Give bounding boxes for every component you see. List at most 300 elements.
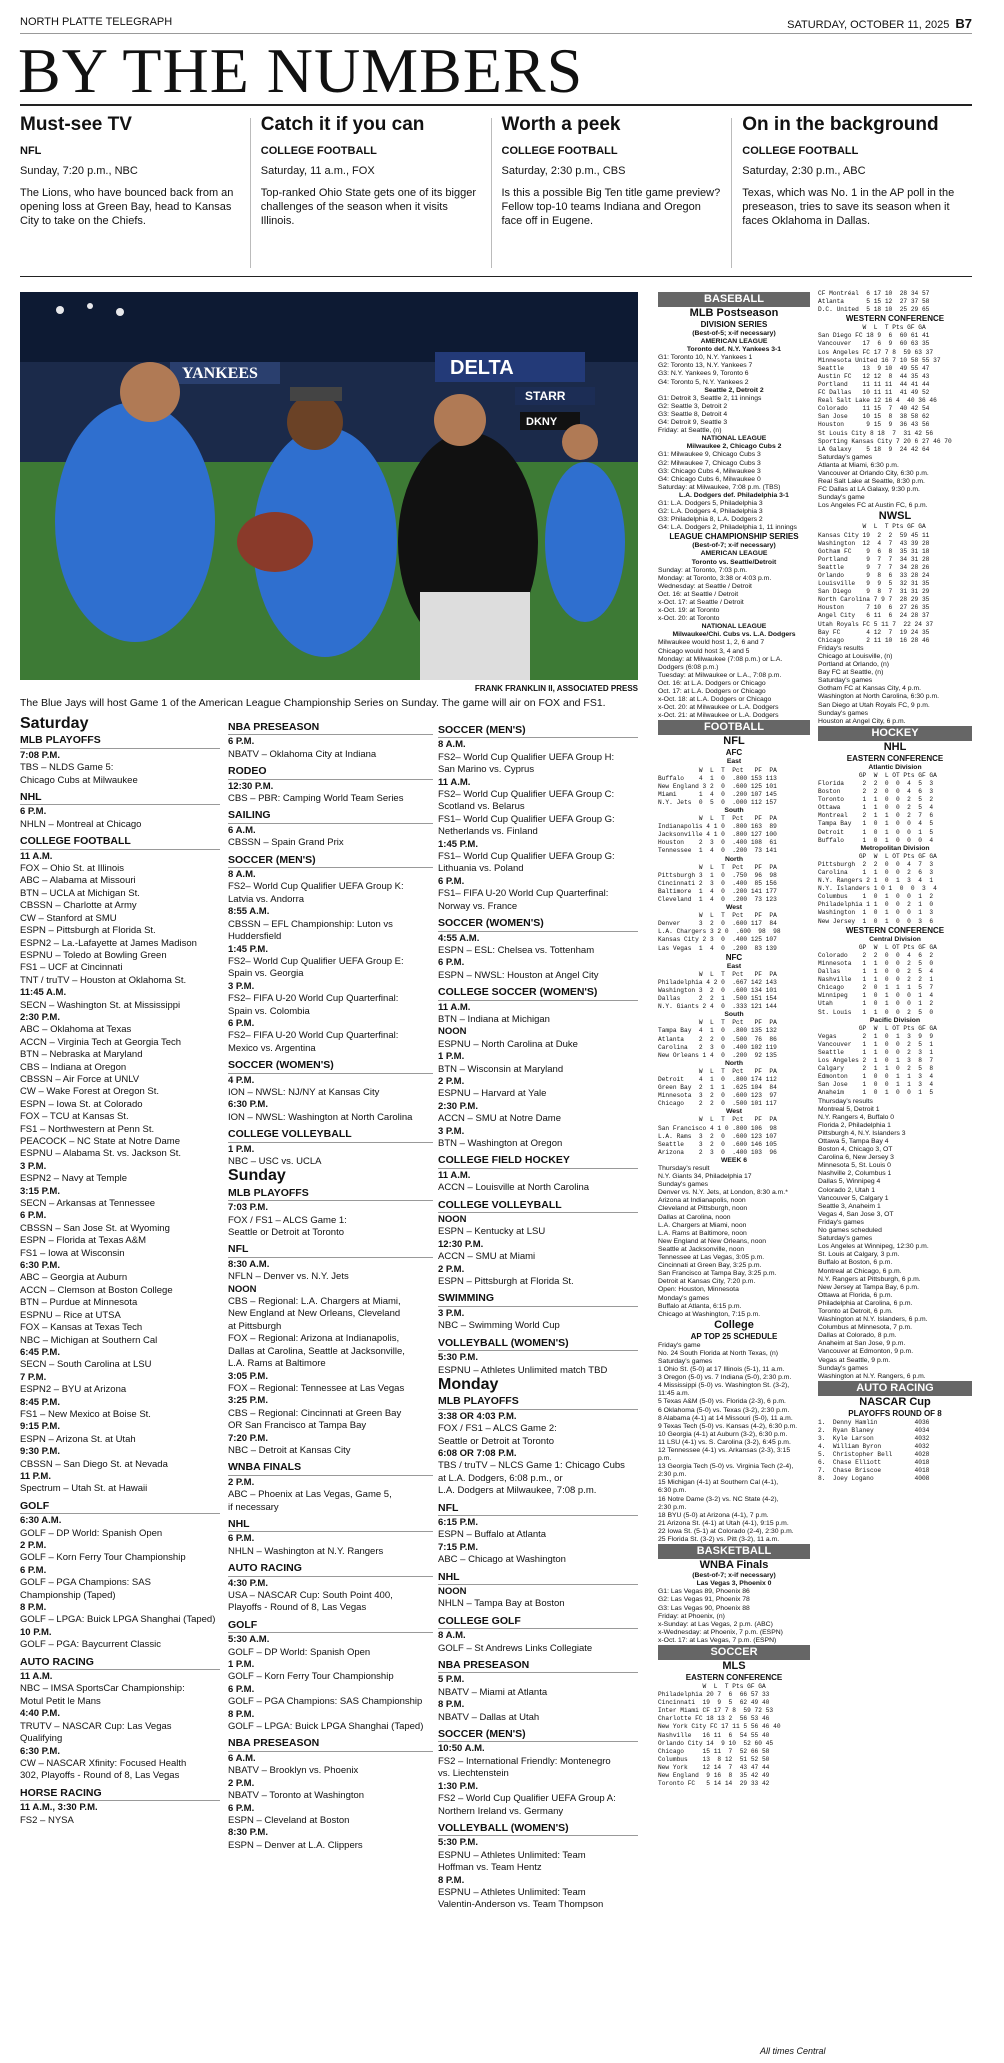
listing-line: FOX – Kansas at Texas Tech	[20, 1322, 143, 1334]
listing-line: at L.A. Dodgers, 6:08 p.m., or	[438, 1472, 563, 1484]
air-time: 1 P.M.	[228, 1659, 255, 1671]
listing-line: ABC – Alabama at Missouri	[20, 875, 136, 887]
air-time: 6:30 P.M.	[20, 1745, 60, 1757]
standings-row: Columbus 13 8 12 51 52 50	[658, 1755, 770, 1763]
air-time: 6:30 P.M.	[228, 1099, 268, 1111]
listing-line: ESPN – Arizona St. at Utah	[20, 1433, 136, 1445]
agate-line: G3: Philadelphia 8, L.A. Dodgers 2	[658, 516, 763, 524]
listing-line: FS2– World Cup Qualifier UEFA Group H:	[438, 751, 615, 763]
subheading: AFC	[725, 748, 743, 758]
air-time: 11 A.M.	[438, 1001, 471, 1013]
listing-line: BTN – Nebraska at Maryland	[20, 1049, 143, 1061]
promo-section: NFL	[20, 145, 42, 157]
listing-line: Qualifying	[20, 1733, 63, 1745]
promo-text: Top-ranked Ohio State gets one of its bigger challenges of the season when it visits Illinois.	[260, 187, 476, 227]
centered-label: Milwaukee 2, Chicago Cubs 2	[686, 443, 782, 451]
air-time: 3:25 P.M.	[228, 1395, 268, 1407]
listing-line: ESPN – Cleveland at Boston	[228, 1814, 350, 1826]
sport-category: WNBA FINALS	[228, 1461, 433, 1475]
listing-line: ESPNU – Athletes Unlimited: Team	[438, 1849, 586, 1861]
standings-row: St. Louis 1 1 0 0 2 5 0	[818, 1008, 934, 1016]
listing-line: GOLF – Korn Ferry Tour Championship	[228, 1671, 394, 1683]
section-bar: HOCKEY	[818, 726, 972, 741]
standings-row: Calgary 2 1 1 0 2 5 8	[818, 1065, 934, 1073]
subheading: WESTERN CONFERENCE	[845, 925, 945, 935]
standings-row: Toronto FC 5 14 14 29 33 42	[658, 1780, 770, 1788]
agate-line: Dallas at Colorado, 8 p.m.	[818, 1332, 897, 1340]
air-time: 7:03 P.M.	[228, 1202, 268, 1214]
standings-row: Portland 11 11 11 44 41 44	[818, 380, 930, 388]
agate-line: Saturday's games	[818, 453, 873, 461]
agate-line: Thursday's result	[658, 1165, 710, 1172]
sport-category: SOCCER (MEN'S)	[438, 1728, 638, 1742]
listing-line: ESPN – Iowa St. at Colorado	[20, 1098, 143, 1110]
listing-line: Valentin-Anderson vs. Team Thompson	[438, 1899, 604, 1911]
air-time: 6 P.M.	[228, 1017, 255, 1029]
sport-category: AUTO RACING	[228, 1562, 433, 1576]
standings-row: Colorado 2 2 0 0 4 6 2	[818, 951, 934, 959]
listing-line: FS1– World Cup Qualifier UEFA Group G:	[438, 851, 615, 863]
agate-line: Atlanta at Miami, 6:30 p.m.	[818, 461, 899, 469]
standings-row: Houston 2 3 0 .400 108 61	[658, 839, 777, 847]
air-time: 7:20 P.M.	[228, 1432, 268, 1444]
agate-line: Real Salt Lake at Seattle, 8:30 p.m.	[818, 478, 925, 486]
air-time: 8 P.M.	[20, 1602, 47, 1614]
air-time: 2:30 P.M.	[438, 1100, 478, 1112]
air-time: 11 A.M., 3:30 P.M.	[20, 1802, 98, 1814]
listing-line: at Pittsburgh	[228, 1320, 282, 1332]
air-time: NOON	[438, 1026, 467, 1038]
standings-row: Orlando City 14 9 10 52 60 45	[658, 1739, 774, 1747]
sport-category: VOLLEYBALL (WOMEN'S)	[438, 1337, 638, 1351]
listing-line: New England at New Orleans, Cleveland	[228, 1308, 401, 1320]
promo-1	[20, 114, 250, 268]
agate-line: Sunday's game	[818, 494, 865, 502]
agate-line: G1: Toronto 10, N.Y. Yankees 1	[658, 354, 753, 362]
standings-row: N.Y. Rangers 2 1 0 1 3 4 1	[818, 877, 934, 885]
agate-line: Vancouver at Edmonton, 9 p.m.	[818, 1348, 914, 1356]
standings-row: Dallas 1 1 0 0 2 5 4	[818, 968, 934, 976]
air-time: 6 P.M.	[228, 1533, 255, 1545]
masthead	[20, 12, 972, 34]
promo-2	[250, 114, 491, 268]
standings-row: Real Salt Lake 12 16 4 40 36 46	[818, 397, 937, 405]
standings-row: W L T Pts GF GA	[818, 523, 926, 531]
standings-row: Seattle 9 7 7 34 28 26	[818, 563, 930, 571]
listing-line: ION – NWSL: NJ/NY at Kansas City	[228, 1086, 380, 1098]
agate-line: G4: Chicago Cubs 6, Milwaukee 0	[658, 475, 761, 483]
agate-line: Monday: at Milwaukee (7:08 p.m.) or L.A.	[658, 655, 783, 663]
listing-line: FOX – TCU at Kansas St.	[20, 1111, 129, 1123]
listing-line: Motul Petit le Mans	[20, 1695, 101, 1707]
agate-column-2	[818, 290, 972, 1484]
listing-line: ESPN2 – La.-Lafayette at James Madison	[20, 937, 197, 949]
air-time: 3:38 OR 4:03 P.M.	[438, 1410, 517, 1422]
air-time: 8 P.M.	[438, 1699, 465, 1711]
photo-caption: The Blue Jays will host Game 1 of the American League Championship Series on Sunday. The game will air on FOX and FS1.	[20, 697, 606, 709]
subheading: WESTERN CONFERENCE	[845, 314, 945, 324]
agate-line: G2: Toronto 13, N.Y. Yankees 7	[658, 362, 753, 370]
agate-line: Saturday's games	[818, 1235, 873, 1243]
air-time: 9:30 P.M.	[20, 1446, 60, 1458]
standings-row: Ottawa 1 1 0 0 2 5 4	[818, 804, 934, 812]
agate-line: Dallas at Carolina, noon	[658, 1213, 731, 1221]
agate-line: Monday: at Toronto, 3:38 or 4:03 p.m.	[658, 574, 772, 582]
agate-line: G2: Las Vegas 91, Phoenix 78	[658, 1596, 750, 1604]
air-time: 7:08 P.M.	[20, 749, 60, 761]
standings-row: Houston 9 15 9 36 43 56	[818, 421, 930, 429]
listing-line: CBS – PBR: Camping World Team Series	[228, 793, 404, 805]
listing-line: NBATV – Brooklyn vs. Phoenix	[228, 1765, 359, 1777]
agate-line: Washington at N.Y. Islanders, 6 p.m.	[818, 1316, 928, 1324]
sport-category: SOCCER (MEN'S)	[438, 724, 638, 738]
agate-line: Washington at North Carolina, 6:30 p.m.	[818, 693, 940, 701]
standings-row: Miami 1 4 0 .200 107 145	[658, 790, 777, 798]
sport-category: COLLEGE GOLF	[438, 1615, 638, 1629]
listing-line: FOX – Ohio St. at Illinois	[20, 863, 125, 875]
listing-line: FS1 – New Mexico at Boise St.	[20, 1408, 151, 1420]
standings-row: Angel City 6 11 6 24 28 37	[818, 612, 930, 620]
sport-category: NBA PRESEASON	[438, 1659, 638, 1673]
listing-line: Mexico vs. Argentina	[228, 1042, 316, 1054]
air-time: 8 A.M.	[438, 739, 466, 751]
listing-line: GOLF – LPGA: Buick LPGA Shanghai (Taped)	[228, 1721, 424, 1733]
listing-line: ESPNU – North Carolina at Duke	[438, 1038, 578, 1050]
centered-label: NATIONAL LEAGUE	[701, 435, 767, 443]
standings-row: W L T Pct PF PA	[658, 1116, 777, 1124]
sport-category: COLLEGE VOLLEYBALL	[438, 1199, 638, 1213]
listing-line: FS2– World Cup Qualifier UEFA Group K:	[228, 881, 404, 893]
air-time: 8 A.M.	[228, 869, 256, 881]
sport-category: AUTO RACING	[20, 1656, 220, 1670]
standings-row: W L T Pct PF PA	[658, 766, 777, 774]
agate-line: Thursday's results	[818, 1097, 873, 1105]
air-time: 6:30 A.M.	[20, 1515, 62, 1527]
agate-line: Tennessee at Las Vegas, 3:05 p.m.	[658, 1254, 765, 1262]
promo-time: Saturday, 2:30 p.m., ABC	[742, 165, 866, 177]
agate-line: x-Sunday: at Las Vegas, 2 p.m. (ABC)	[658, 1620, 773, 1628]
standings-row: Seattle 1 1 0 0 2 3 1	[818, 1048, 934, 1056]
sport-category: HORSE RACING	[20, 1787, 220, 1801]
listing-line: CBSSN – San Diego St. at Nevada	[20, 1458, 168, 1470]
agate-line: Chicago would host 3, 4 and 5	[658, 647, 750, 655]
standings-row: Houston 7 10 6 27 26 35	[818, 604, 930, 612]
date-text: SATURDAY, OCTOBER 11, 2025	[787, 19, 950, 31]
standings-row: 1. Denny Hamlin 4036	[818, 1418, 930, 1426]
agate-line: G1: Milwaukee 9, Chicago Cubs 3	[658, 451, 761, 459]
agate-line: 6:30 p.m.	[658, 1487, 687, 1495]
agate-line: Tuesday: at Milwaukee or L.A., 7:08 p.m.	[658, 671, 782, 679]
air-time: 6 P.M.	[228, 1683, 255, 1695]
listing-line: ESPN – Denver at L.A. Clippers	[228, 1839, 363, 1851]
agate-line: Saturday: at Milwaukee, 7:08 p.m. (TBS)	[658, 483, 781, 491]
agate-line: Sunday: at Toronto, 7:03 p.m.	[658, 566, 748, 574]
agate-line: Gotham FC at Kansas City, 4 p.m.	[818, 685, 921, 693]
blue-jays-photo	[20, 292, 638, 680]
listing-line: BTN – UCLA at Michigan St.	[20, 887, 140, 899]
subheading: EASTERN CONFERENCE	[685, 1672, 783, 1682]
air-time: 11 A.M.	[20, 1671, 53, 1683]
air-time: 2 P.M.	[228, 1777, 255, 1789]
promo-text: Texas, which was No. 1 in the AP poll in the preseason, tries to save its season when it faces Oklahoma in Dallas.	[742, 187, 955, 227]
agate-line: 21 Arizona St. (4-1) at Utah (4-1), 9:15 p.m.	[658, 1519, 789, 1527]
agate-line: Vancouver 5, Calgary 1	[818, 1194, 889, 1202]
listing-line: ESPN – Kentucky at LSU	[438, 1226, 546, 1238]
air-time: 10 P.M.	[20, 1626, 52, 1638]
standings-row: Chicago 2 0 1 1 1 5 7	[818, 984, 934, 992]
listing-line: ESPN – Florida at Texas A&M	[20, 1235, 147, 1247]
agate-line: G2: Seattle 3, Detroit 2	[658, 402, 728, 410]
standings-row: Washington 1 0 1 0 0 1 3	[818, 909, 934, 917]
listing-line: GOLF – PGA Champions: SAS Championship	[228, 1696, 423, 1708]
centered-label: Milwaukee/Chi. Cubs vs. L.A. Dodgers	[672, 631, 796, 639]
standings-row: GP W L OT Pts GF GA	[818, 943, 937, 951]
subheading: LEAGUE CHAMPIONSHIP SERIES	[669, 532, 799, 542]
listing-line: FS2 – NYSA	[20, 1814, 74, 1826]
agate-line: Saturday's games	[818, 677, 873, 685]
agate-line: x-Oct. 18: at L.A. Dodgers or Chicago	[658, 696, 772, 704]
sport-category: NHL	[228, 1518, 433, 1532]
agate-line: G1: Detroit 3, Seattle 2, 11 innings	[658, 394, 762, 402]
standings-row: Minnesota United 16 7 10 58 55 37	[818, 356, 941, 364]
standings-row: 5. Christopher Bell 4028	[818, 1451, 930, 1459]
listing-line: ACCN – Virginia Tech at Georgia Tech	[20, 1036, 182, 1048]
air-time: 6 P.M.	[438, 875, 465, 887]
agate-line: 22 Iowa St. (5-1) at Colorado (2-4), 2:30 p.m.	[658, 1527, 794, 1535]
listing-line: FOX / FS1 – ALCS Game 1:	[228, 1214, 347, 1226]
agate-line: New Jersey at Tampa Bay, 6 p.m.	[818, 1283, 919, 1291]
agate-line: L.A. Chargers at Miami, noon	[658, 1221, 747, 1229]
agate-line: 10 Georgia (4-1) at Auburn (3-2), 6:30 p.m.	[658, 1430, 788, 1438]
standings-row: W L T Pct PF PA	[658, 912, 777, 920]
listing-line: Netherlands vs. Finland	[438, 826, 538, 838]
agate-line: FC Dallas at LA Galaxy, 9:30 p.m.	[818, 486, 920, 494]
celebration-illustration	[20, 292, 638, 680]
standings-row: N.Y. Giants 2 4 0 .333 121 144	[658, 1003, 777, 1011]
centered-label: Toronto vs. Seattle/Detroit	[691, 558, 777, 566]
listing-line: ESPNU – Rice at UTSA	[20, 1309, 121, 1321]
agate-line: Toronto at Detroit, 6 p.m.	[818, 1307, 893, 1315]
standings-row: Orlando 9 8 6 33 28 24	[818, 572, 930, 579]
air-time: 1:45 P.M.	[438, 838, 478, 850]
standings-row: Minnesota 1 1 0 0 2 5 0	[818, 959, 934, 967]
promo-title: On in the background	[742, 114, 939, 135]
air-time: 5:30 P.M.	[438, 1837, 478, 1849]
section-bar: SOCCER	[658, 1645, 810, 1660]
listing-line: NBATV – Oklahoma City at Indiana	[228, 748, 377, 760]
air-time: 12:30 P.M.	[228, 780, 274, 792]
agate-line: Oct. 17: at L.A. Dodgers or Chicago	[658, 688, 766, 696]
air-time: 4:40 P.M.	[20, 1708, 60, 1720]
standings-row: 4. William Byron 4032	[818, 1443, 930, 1451]
standings-row: Bay FC 4 12 7 19 24 35	[818, 628, 930, 636]
standings-row: Sporting Kansas City 7 20 6 27 46 70	[818, 437, 952, 445]
agate-line: Buffalo at Atlanta, 6:15 p.m.	[658, 1302, 742, 1310]
agate-line: Nashville 2, Columbus 1	[818, 1170, 892, 1178]
listing-line: CW – Wake Forest at Oregon St.	[20, 1086, 160, 1098]
listing-line: Spectrum – Utah St. at Hawaii	[20, 1483, 148, 1495]
air-time: 4 P.M.	[228, 1074, 255, 1086]
promo-3	[491, 114, 732, 268]
agate-line: Carolina 6, New Jersey 3	[818, 1154, 894, 1162]
listing-line: FS1– World Cup Qualifier UEFA Group G:	[438, 813, 615, 825]
air-time: 7:15 P.M.	[438, 1541, 478, 1553]
listing-line: ESPN – Pittsburgh at Florida St.	[438, 1276, 574, 1288]
sport-category: NFL	[438, 1502, 638, 1516]
listing-line: FOX / FS1 – ALCS Game 2:	[438, 1423, 557, 1435]
standings-row: Utah 1 0 1 0 0 1 2	[818, 1000, 934, 1008]
air-time: 8 P.M.	[438, 1874, 465, 1886]
listing-line: Scotland vs. Belarus	[438, 801, 525, 813]
listing-line: Seattle or Detroit at Toronto	[228, 1227, 344, 1239]
centered-label: East	[726, 962, 742, 970]
standings-row: Tampa Bay 1 0 1 0 0 4 5	[818, 820, 934, 828]
air-time: 9:15 P.M.	[20, 1421, 60, 1433]
listing-line: CBS – Regional: L.A. Chargers at Miami,	[228, 1296, 401, 1308]
air-time: 3 P.M.	[438, 1307, 465, 1319]
listing-line: GOLF – LPGA: Buick LPGA Shanghai (Taped)	[20, 1614, 216, 1626]
sport-category: MLB PLAYOFFS	[20, 734, 220, 748]
agate-line: St. Louis at Calgary, 3 p.m.	[818, 1251, 900, 1259]
standings-row: CF Montréal 6 17 10 28 34 57	[818, 290, 930, 297]
air-time: 5:30 P.M.	[438, 1352, 478, 1364]
standings-row: Toronto 1 1 0 0 2 5 2	[818, 796, 934, 804]
standings-row: Green Bay 2 1 1 .625 104 84	[658, 1084, 777, 1092]
agate-line: Los Angeles at Winnipeg, 12:30 p.m.	[818, 1243, 929, 1251]
air-time: 8 P.M.	[228, 1708, 255, 1720]
standings-row: Charlotte FC 18 13 2 56 53 46	[658, 1715, 770, 1723]
agate-line: Friday's games	[818, 1218, 864, 1226]
agate-line: 12 Tennessee (4-1) vs. Arkansas (2-3), 3:15	[658, 1447, 791, 1454]
agate-line: x-Oct. 20: at Milwaukee or L.A. Dodgers	[658, 704, 779, 712]
standings-row: Carolina 1 1 0 0 2 6 3	[818, 869, 934, 876]
agate-line: San Francisco at Tampa Bay, 3:25 p.m.	[658, 1270, 777, 1278]
standings-row: N.Y. Islanders 1 0 1 0 0 3 4	[818, 885, 937, 893]
standings-row: Portland 9 7 7 34 31 28	[818, 555, 930, 563]
starr-sign: STARR	[525, 389, 566, 403]
listing-line: NBATV – Toronto at Washington	[228, 1790, 365, 1802]
air-time: 6 P.M.	[20, 806, 47, 818]
agate-line: Sunday's games	[658, 1181, 709, 1189]
standings-row: GP W L OT Pts GF GA	[818, 1024, 937, 1032]
standings-row: Philadelphia 4 2 0 .667 142 143	[658, 978, 777, 986]
league-heading: NWSL	[878, 510, 912, 523]
league-heading: MLS	[722, 1659, 746, 1672]
agate-line: 16 Notre Dame (3-2) vs. NC State (4-2),	[658, 1495, 779, 1503]
centered-label: AMERICAN LEAGUE	[700, 338, 768, 346]
sport-category: MLB PLAYOFFS	[228, 1187, 433, 1201]
standings-row: New England 9 16 8 35 42 49	[658, 1772, 770, 1779]
centered-label: Atlantic Division	[868, 763, 922, 771]
tv-column-2	[228, 717, 433, 1852]
sport-category: COLLEGE VOLLEYBALL	[228, 1128, 433, 1142]
tv-column-1	[20, 716, 220, 1827]
standings-row: Minnesota 3 2 0 .600 123 97	[658, 1092, 777, 1100]
agate-line: Portland at Orlando, (n)	[818, 661, 890, 669]
standings-row: New Jersey 1 0 1 0 0 3 6	[818, 917, 934, 925]
listing-line: Huddersfield	[228, 931, 282, 943]
sport-category: NBA PRESEASON	[228, 1737, 433, 1751]
standings-row: Nashville 16 11 6 54 55 40	[658, 1731, 770, 1739]
standings-row: Carolina 2 3 0 .400 102 119	[658, 1043, 777, 1051]
listing-line: FS2– FIFA U-20 World Cup Quarterfinal:	[228, 993, 399, 1005]
standings-row: LA Galaxy 5 18 9 24 42 64	[818, 445, 930, 453]
centered-label: Las Vegas 3, Phoenix 0	[696, 1580, 772, 1588]
standings-row: New York City FC 17 11 5 56 46 40	[658, 1723, 781, 1731]
agate-line: Friday: at Seattle, (n)	[658, 427, 722, 435]
sport-category: NBA PRESEASON	[228, 721, 433, 735]
tv-column-3	[438, 720, 638, 1912]
listing-line: Seattle or Detroit at Toronto	[438, 1435, 554, 1447]
agate-line: Washington at N.Y. Rangers, 6 p.m.	[818, 1372, 926, 1380]
listing-line: BTN – Purdue at Minnesota	[20, 1297, 138, 1309]
standings-row: Cleveland 1 4 0 .200 73 123	[658, 896, 777, 903]
agate-line: Minnesota 5, St. Louis 0	[818, 1162, 891, 1170]
listing-line: CBSSN – San Jose St. at Wyoming	[20, 1222, 170, 1234]
agate-line: 15 Michigan (4-1) at Southern Cal (4-1),	[658, 1479, 779, 1487]
listing-line: GOLF – PGA: Baycurrent Classic	[20, 1639, 161, 1651]
agate-line: 2:30 p.m.	[658, 1503, 687, 1511]
listing-line: L.A. Rams at Baltimore	[228, 1358, 326, 1370]
standings-row: Austin FC 12 12 8 44 35 43	[818, 372, 930, 380]
listing-line: CW – Stanford at SMU	[20, 912, 117, 924]
standings-row: W L T Pct PF PA	[658, 815, 777, 823]
agate-line: 11 LSU (4-1) vs. S. Carolina (3-2), 6:45 p.m.	[658, 1438, 791, 1446]
sport-category: NHL	[20, 791, 220, 805]
air-time: 3 P.M.	[20, 1160, 47, 1172]
paper-name: NORTH PLATTE TELEGRAPH	[20, 16, 173, 28]
listing-line: CBSSN – EFL Championship: Luton vs	[228, 918, 393, 930]
agate-line: Oct. 16: at Seattle / Detroit	[658, 590, 739, 598]
listing-line: BTN – Indiana at Michigan	[438, 1013, 550, 1025]
air-time: 8:30 A.M.	[228, 1258, 270, 1270]
agate-line: Cincinnati at Green Bay, 3:25 p.m.	[658, 1262, 762, 1270]
listing-line: ESPN – Pittsburgh at Florida St.	[20, 925, 156, 937]
air-time: NOON	[228, 1283, 257, 1295]
standings-row: Nashville 1 1 0 0 2 2 1	[818, 976, 934, 984]
centered-label: WEEK 6	[720, 1156, 748, 1164]
standings-row: 8. Joey Logano 4008	[818, 1475, 930, 1483]
standings-row: W L T Pts GF GA	[818, 324, 926, 332]
listing-line: SECN – Washington St. at Mississippi	[20, 999, 181, 1011]
agate-line: N.Y. Giants 34, Philadelphia 17	[658, 1173, 752, 1181]
listing-line: CBS – Indiana at Oregon	[20, 1061, 127, 1073]
dkny-sign: DKNY	[526, 416, 558, 428]
agate-line: 1 Ohio St. (5-0) at 17 Illinois (5-1), 11 a.m.	[658, 1366, 785, 1374]
agate-line: Saturday's games	[658, 1357, 713, 1365]
listing-line: ABC – Georgia at Auburn	[20, 1272, 128, 1284]
standings-row: Seattle 13 9 10 49 55 47	[818, 364, 930, 372]
centered-label: Metropolitan Division	[860, 844, 930, 852]
sport-category: NHL	[438, 1571, 638, 1585]
listing-line: ACCN – Louisville at North Carolina	[438, 1182, 590, 1194]
listing-line: ESPN2 – BYU at Arizona	[20, 1384, 127, 1396]
listing-line: ESPNU – Athletes Unlimited: Team	[438, 1886, 586, 1898]
section-bar: BASEBALL	[658, 292, 810, 307]
standings-row: San Diego FC 18 9 6 60 61 41	[818, 332, 930, 340]
standings-row: Detroit 4 1 0 .800 174 112	[658, 1075, 777, 1083]
agate-line: No games scheduled	[818, 1227, 882, 1235]
agate-line: p.m.	[658, 1455, 672, 1463]
standings-row: Philadelphia 1 1 0 0 2 1 0	[818, 901, 934, 909]
standings-row: Arizona 2 3 0 .400 103 96	[658, 1148, 777, 1156]
league-heading: College	[714, 1318, 754, 1331]
agate-line: G4: L.A. Dodgers 2, Philadelphia 1, 11 innings	[658, 524, 797, 532]
agate-line: 13 Georgia Tech (5-0) vs. Virginia Tech (2-4),	[658, 1463, 794, 1471]
air-time: 3:05 P.M.	[228, 1370, 268, 1382]
standings-row: L.A. Chargers 3 2 0 .600 98 98	[658, 928, 781, 936]
subheading: NFC	[725, 952, 743, 962]
